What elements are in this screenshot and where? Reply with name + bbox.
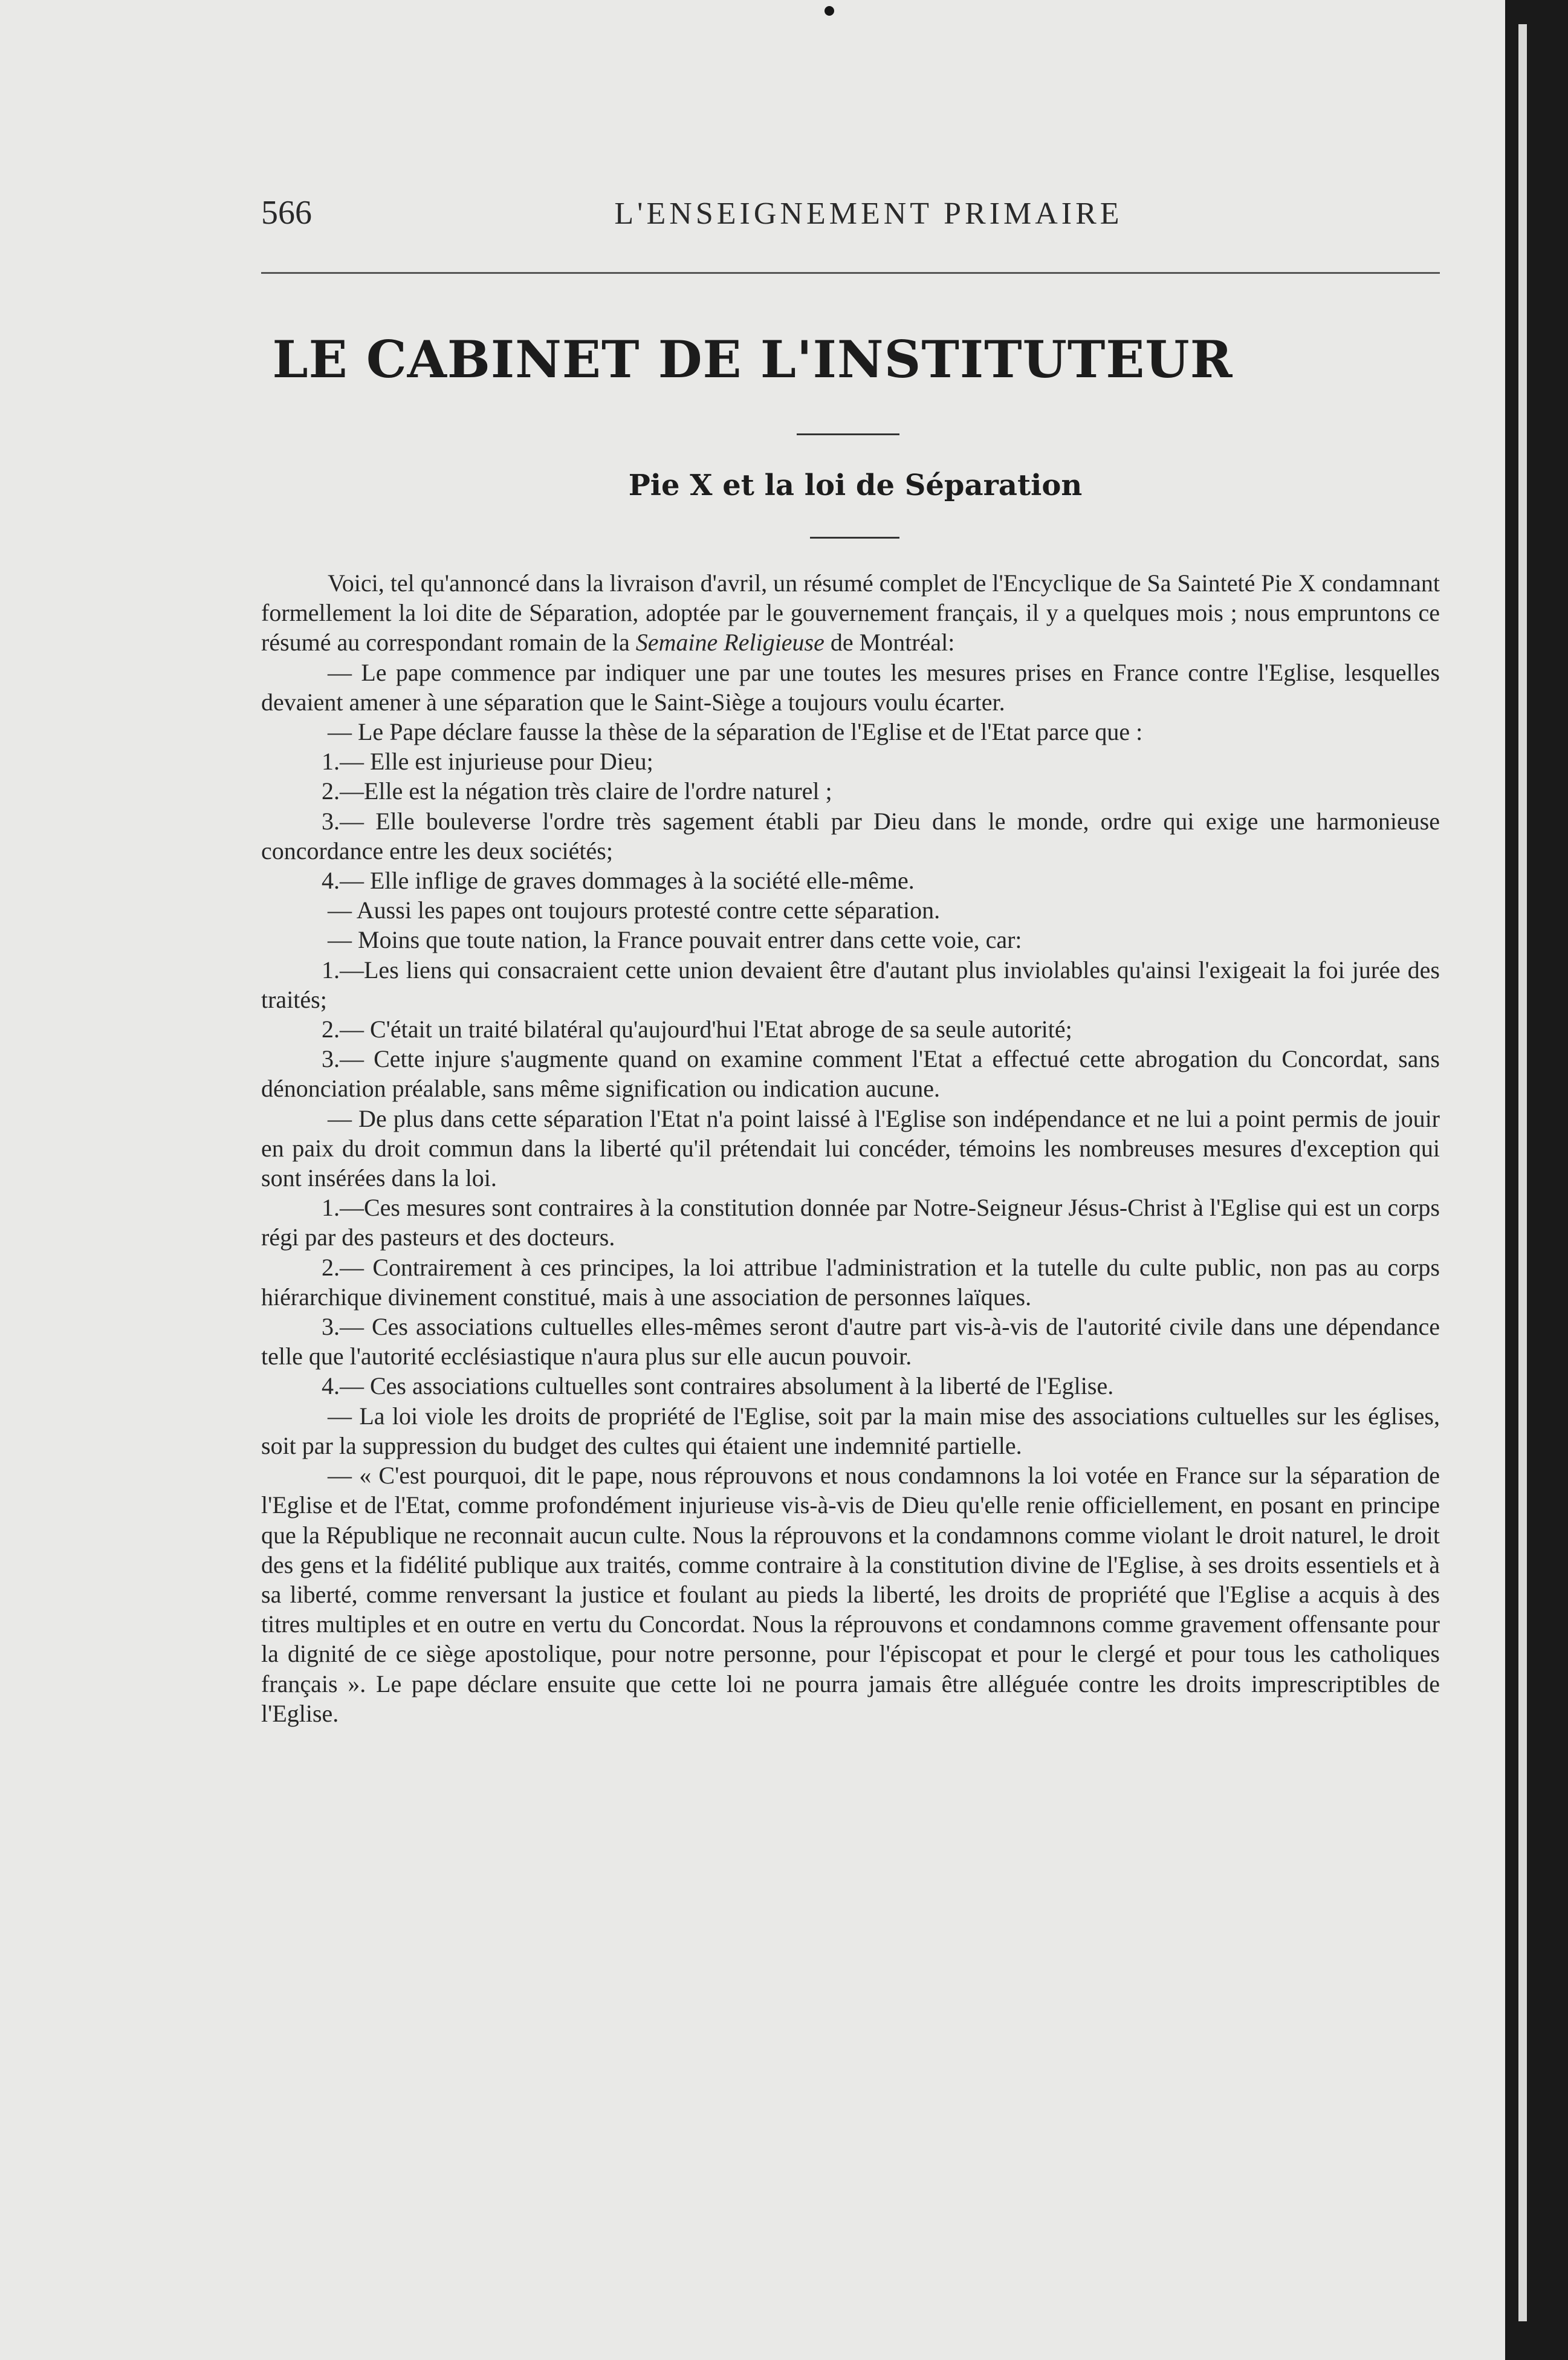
publication-title: Semaine Religieuse	[635, 629, 824, 656]
paragraph: — « C'est pourquoi, dit le pape, nous réprouvons et nous condamnons la loi votée en France sur la séparation de l'Eglise et de l'Etat, comme profondément injurieuse vis-à-vis de Dieu qu'elle renie officiellement, en posant en principe que la République ne reconnait aucun culte. Nous la réprouvons et la condamnons comme violant le droit naturel, le droit des gens et la fidélité publique aux traités, comme contraire à la constitution divine de l'Eglise, à ses droits essentiels et à sa liberté, comme renversant la justice et foulant au pieds la liberté, les droits de propriété que l'Eglise a acquis à des titres multiples et en outre en vertu du Concordat. Nous la réprouvons et condamnons comme gravement offensante pour la dignité de ce siège apostolique, pour notre personne, pour l'épiscopat et pour le clergé et pour tous les catholiques français ». Le pape déclare ensuite que cette loi ne pourra jamais être alléguée contre les droits imprescriptibles de l'Eglise.	[261, 1462, 1440, 1727]
list-item: 1.—Ces mesures sont contraires à la constitution donnée par Notre-Seigneur Jésus-Christ à l'Eglise qui est un corps régi par des pasteurs et des docteurs.	[261, 1194, 1440, 1251]
page-number: 566	[261, 194, 312, 232]
list-item: 1.— Elle est injurieuse pour Dieu;	[322, 748, 653, 776]
paragraph: — La loi viole les droits de propriété de l'Eglise, soit par la main mise des associations cultuelles sur les églises, soit par la suppression du budget des cultes qui étaient une indemnité partielle.	[261, 1402, 1440, 1459]
list-item: 2.—Elle est la négation très claire de l'ordre naturel ;	[322, 777, 832, 805]
ink-speck	[824, 6, 834, 16]
article-subtitle: Pie X et la loi de Séparation	[628, 468, 1083, 502]
page-header	[261, 193, 1440, 242]
list-item: 4.— Elle inflige de graves dommages à la société elle-même.	[322, 867, 915, 895]
paragraph	[261, 568, 1440, 658]
page-edge-shadow	[1505, 0, 1568, 2360]
paragraph-text: Voici, tel qu'annoncé dans la livraison d'avril, un résumé complet de l'Encyclique de Sa Sainteté Pie X condamnant formellement la loi dite de Séparation, adoptée par le gouvernement français, il y a quelques mois ; nous empruntons ce résumé au correspondant romain de la	[261, 569, 1440, 656]
paragraph: — Le Pape déclare fausse la thèse de la séparation de l'Eglise et de l'Etat parce que :	[328, 718, 1143, 746]
list-item: 3.— Ces associations cultuelles elles-mêmes seront d'autre part vis-à-vis de l'autorité civile dans une dépendance telle que l'autorité ecclésiastique n'aura plus sur elle aucun pouvoir.	[261, 1313, 1440, 1370]
article-body	[261, 568, 1440, 1728]
subtitle-rule	[810, 537, 899, 539]
paragraph: — Moins que toute nation, la France pouvait entrer dans cette voie, car:	[328, 926, 1022, 954]
list-item: 2.— C'était un traité bilatéral qu'aujourd'hui l'Etat abroge de sa seule autorité;	[322, 1016, 1072, 1043]
running-head: L'ENSEIGNEMENT PRIMAIRE	[614, 196, 1123, 231]
list-item: 1.—Les liens qui consacraient cette union devaient être d'autant plus inviolables qu'ainsi l'exigeait la foi jurée des traités;	[261, 956, 1440, 1013]
list-item: 2.— Contrairement à ces principes, la loi attribue l'administration et la tutelle du culte public, non pas au corps hiérarchique divinement constitué, mais à une association de personnes laïques.	[261, 1253, 1440, 1311]
title-rule	[797, 433, 899, 435]
paragraph: — De plus dans cette séparation l'Etat n'a point laissé à l'Eglise son indépendance et ne lui a point permis de jouir en paix du droit commun dans la liberté qu'il prétendait lui concéder, témoins les nombreuses mesures d'exception qui sont insérées dans la loi.	[261, 1104, 1440, 1192]
paragraph-text: de Montréal:	[824, 629, 955, 656]
paragraph: — Le pape commence par indiquer une par une toutes les mesures prises en France contre l'Eglise, lesquelles devaient amener à une séparation que le Saint-Siège a toujours voulu écarter.	[261, 658, 1440, 716]
list-item: 4.— Ces associations cultuelles sont contraires absolument à la liberté de l'Eglise.	[322, 1372, 1114, 1400]
paragraph: — Aussi les papes ont toujours protesté contre cette séparation.	[328, 896, 941, 924]
list-item: 3.— Cette injure s'augmente quand on examine comment l'Etat a effectué cette abrogation du Concordat, sans dénonciation préalable, sans même signification ou indication aucune.	[261, 1045, 1440, 1103]
article-title: LE CABINET DE L'INSTITUTEUR	[272, 329, 1233, 389]
header-rule	[261, 272, 1440, 274]
list-item: 3.— Elle bouleverse l'ordre très sagement établi par Dieu dans le monde, ordre qui exige une harmonieuse concordance entre les deux sociétés;	[261, 807, 1440, 864]
next-page-edge	[1518, 24, 1527, 2321]
